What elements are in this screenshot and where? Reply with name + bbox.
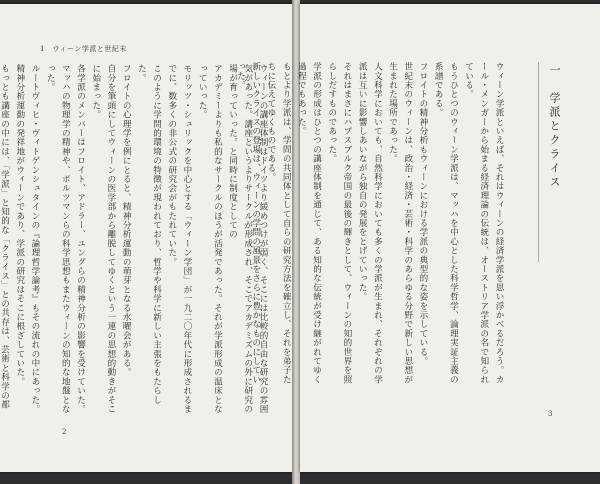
- right-page-number: 3: [548, 410, 553, 418]
- right-page-body-text: ウィーン学派といえば、それはウィーンの経済学派を思い浮かべるだろう。カール・メンガーから始まる経済理論の伝統は、オーストリア学派の名で知られている。 もうひとつのウィーン学派は、マッハを中心とした科学哲学、論理実証主義の系譜である。 フロイトの精神分析もウィーンにおける学派の典型的な姿を示している。 世紀末のウィーンは、政治・経済・芸術・科学のあらゆる分野で新しい思想が生まれた場所であった。 人文科学においても、自然科学においても多くの学派が生まれ、それぞれの学派は互いに影響しあいながら独自の発展をとげていった。 それはまさにハプスブルク帝国の最後の輝きとして、ウィーンの知的世界を照らしだすものであった。 学派の形成はひとつの講座体制を通じて、ある知的な伝統が受け継がれてゆく過程でもあった。 もとより学派は、学問の共同体として自らの研究方法を確立し、それを弟子たちに伝えてゆくものである。 新しいクライスの登場は、ウィーンの学問の風景をさらに豊かなものにしていった。: [235, 62, 504, 384]
- chapter-title-rule: [538, 62, 539, 262]
- chapter-title: 一 学派とクライス: [548, 64, 561, 190]
- running-header: 1 ウィーン学派と世紀末: [40, 45, 127, 53]
- left-page-number: 2: [62, 428, 67, 436]
- left-page-body-text: ウィーンの講座体制はドイツより緩めつけが弱く、そこには比較的自由な研究の雰囲気があった。講座というよりサークルが形成され、そこでアカデミズムの外に研究の場が育っていった。と同時に制度としての アカデミーよりも私的なサークルのほうが活発であった。それが学派形成の温床となっていった。 モリッツ・シュリックを中心とする「ウィーン学団」が一九二〇年代に形成されるまでに、数多くの非公式の研究会がもたれていた。 このように学問的環境の特徴が現われており、哲学や科学に新しい主張をもたらした。 フロイトの心理学を例にとると、精神分析運動の萌芽となる水曜会がある。 自分を筆頭にしてウィーンの医学部から離脱してゆくという一連の思想的動きがそこに始まった。 各学派のメンバーはフロイト、アドラー、ユングらの精神分析の影響を受けていた。 マッハの物理学の精神や、ボルツマンらの科学思想もまたウィーンの知的な地盤となった。 ルートヴィヒ・ヴィトゲンシュタインの『論理哲学論考』もその流れの中にあった。 精神分析運動の発祥地がウィーンであり、学派の研究はそこに根ざしていた。 もっとも講座の中には、「学派」と知的な「クライス」との共存は、芸術と科学の都: [0, 64, 268, 414]
